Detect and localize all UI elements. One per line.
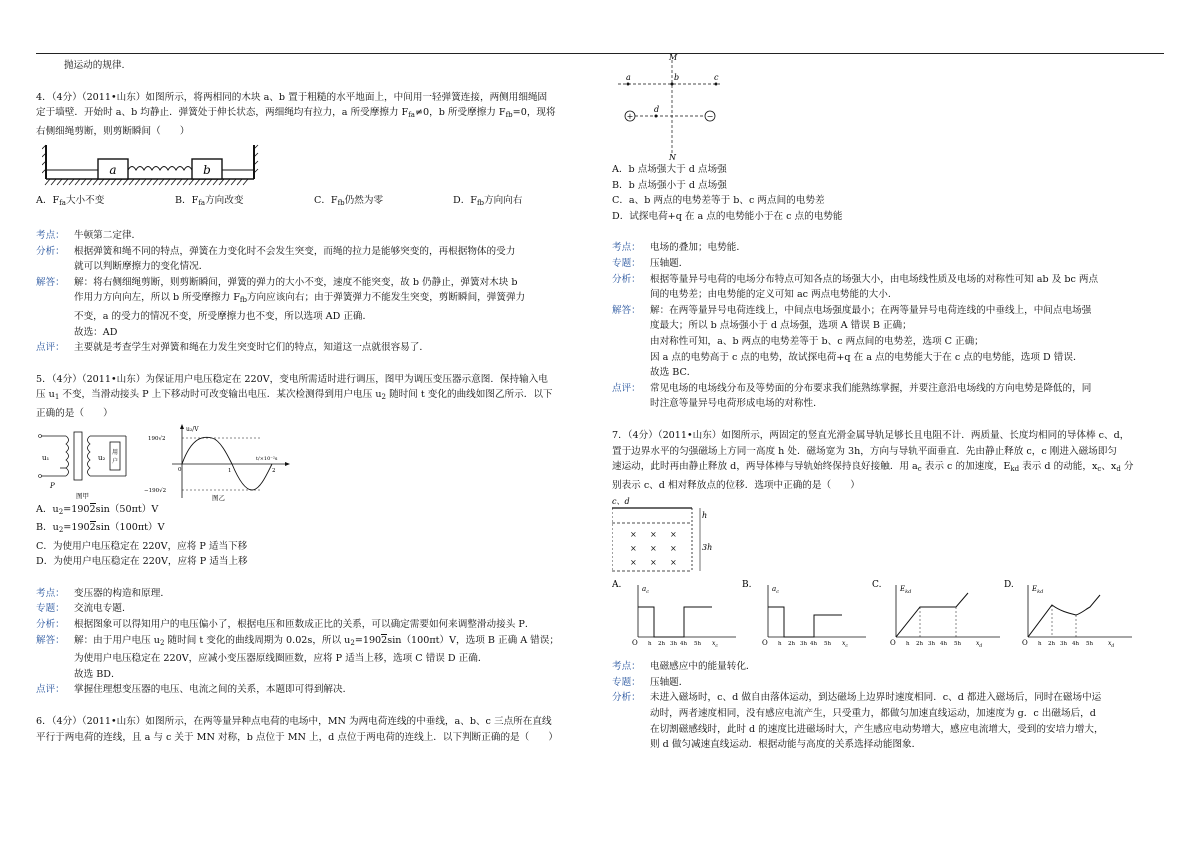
svg-text:Ekd: $E_{kd}$ xyxy=(900,585,912,596)
q4-option-b[interactable]: B．$F_{fa}$方向改变 xyxy=(175,195,244,208)
q6-fig-c: c xyxy=(714,73,719,82)
q6-option-d[interactable]: D．试探电荷+q 在 a 点的电势能小于在 c 点的电势能 xyxy=(612,210,843,222)
q4-spring xyxy=(128,167,192,171)
q6-label-zhuanti: 专题： xyxy=(612,257,641,269)
svg-text:×: × xyxy=(630,544,637,554)
q6-option-a[interactable]: A．b 点场强大于 d 点场强 xyxy=(612,164,727,175)
q4-kaodian: 牛顿第二定律． xyxy=(74,229,142,241)
q7-label-zhuanti: 专题： xyxy=(612,676,641,688)
svg-text:O: O xyxy=(632,639,638,648)
q4-jieda: 解：将右侧细绳剪断，则剪断瞬间，弹簧的弹力的大小不变，速度不能突变，故 b 仍静止，弹簧对木块 b 作用力方向向左，所以 b 所受摩擦力 $F_{fb}$方向应该向右；由于弹簧弹力不能发生突变，剪断瞬间，弹簧弹力 不变，a 的受力的情况不变，所受摩擦力也不变，所以选项 AD 正确． 故选：AD xyxy=(74,276,526,338)
q4-block-b-label: b xyxy=(203,163,211,178)
svg-text:2h: 2h xyxy=(1048,641,1056,648)
q4-stem-line1: 4．（4分）（2011•山东）如图所示，将两相同的木块 a、b 置于粗糙的水平地面上，中间用一轻弹簧连接，两侧用细绳固 xyxy=(36,91,548,103)
q7-graph-a[interactable] xyxy=(612,579,742,651)
q4-spring-block-figure xyxy=(42,143,272,191)
svg-text:×: × xyxy=(650,530,657,540)
svg-text:xd: $x_d$ xyxy=(976,640,983,650)
q6-label-dianping: 点评： xyxy=(612,382,641,394)
question-7 xyxy=(612,428,1164,753)
svg-text:3h: 3h xyxy=(1060,641,1068,648)
q7-label-fenxi: 分析： xyxy=(612,692,641,704)
svg-text:4h: 4h xyxy=(1072,641,1080,648)
svg-text:2h: 2h xyxy=(788,641,796,648)
svg-text:4h: 4h xyxy=(810,641,818,648)
q7-magnetic-field-figure xyxy=(612,495,722,575)
q5-fig-origin: 0 xyxy=(178,466,182,473)
q6-label-jieda: 解答： xyxy=(612,304,641,316)
q6-charges-figure xyxy=(616,54,726,160)
svg-text:×: × xyxy=(650,544,657,554)
q7-label-kaodian: 考点： xyxy=(612,661,641,673)
svg-text:5h: 5h xyxy=(1086,641,1094,648)
q5-option-c[interactable]: C．为使用户电压稳定在 220V，应将 P 适当下移 xyxy=(36,540,248,552)
q5-fig-u2: u₂ xyxy=(98,453,106,462)
q6-jieda: 解：在两等量异号电荷连线上，中间点电场强度最小；在两等量异号电荷连线的中垂线上，中间点电场强 度最大；所以 b 点场强小于 d 点场强，选项 A 错误 B 正确； 由对称性可知，a、b 两点的电势差等于 b、c 两点间的电势差，选项 C 正确； 因 a 点的电势高于 c 点的电势，故试探电荷+q 在 a 点的电势能大于在 c 点的电势能，选项 D 错误． 故选 BC． xyxy=(650,304,1092,379)
svg-text:O: O xyxy=(890,639,896,648)
q5-label-fenxi: 分析： xyxy=(36,619,65,631)
svg-text:×: × xyxy=(630,530,637,540)
svg-text:×: × xyxy=(650,558,657,568)
q7-graph-b[interactable] xyxy=(742,579,872,651)
q5-fig-axis-t: t/×10⁻²s xyxy=(256,455,278,462)
left-column xyxy=(36,58,592,745)
svg-text:户: 户 xyxy=(111,457,119,465)
q5-option-b[interactable]: B．$u_2=1902\sin(100\pi t)V$ xyxy=(36,522,165,535)
q4-label-fenxi: 分析： xyxy=(36,245,65,257)
q4-option-a[interactable]: A．$F_{fa}$大小不变 xyxy=(36,195,105,208)
q6-fig-a: a xyxy=(626,73,631,82)
q5-stem-line1: 5．（4分）（2011•山东）为保证用户电压稳定在 220V，变电所需适时进行调压，图甲为调压变压器示意图．保持输入电 xyxy=(36,373,548,385)
svg-text:5h: 5h xyxy=(824,641,832,648)
svg-text:2h: 2h xyxy=(916,641,924,648)
q7-zhuanti: 压轴题． xyxy=(650,676,689,688)
svg-text:×: × xyxy=(670,544,677,554)
q5-figures xyxy=(36,424,592,502)
q5-stem-line3: 正确的是（ ） xyxy=(36,407,113,419)
q4-block-a-label: a xyxy=(109,163,117,178)
q7-stem-line1: 7．（4分）（2011•山东）如图所示，两固定的竖直光滑金属导轨足够长且电阻不计．两质量、长度均相同的导体棒 c、d， xyxy=(612,429,1130,441)
q7-graph-d-label: D. xyxy=(1004,580,1014,591)
svg-text:4h: 4h xyxy=(940,641,948,648)
q4-option-d[interactable]: D．$F_{fb}$方向向右 xyxy=(453,195,523,208)
q4-fenxi: 根据弹簧和绳不同的特点，弹簧在力变化时不会发生突变，而绳的拉力是能够突变的，再根据物体的受力 就可以判断摩擦力的变化情况． xyxy=(74,245,516,273)
svg-text:O: O xyxy=(1022,639,1028,648)
q7-field-crosses xyxy=(630,530,677,567)
q5-zhuanti: 交流电专题． xyxy=(74,603,132,615)
q6-kaodian: 电场的叠加；电势能． xyxy=(650,242,746,254)
svg-text:2h: 2h xyxy=(658,641,666,648)
q4-label-jieda: 解答： xyxy=(36,276,65,288)
svg-text:×: × xyxy=(670,558,677,568)
q5-option-a[interactable]: A．$u_2=1902\sin(50\pi t)V$ xyxy=(36,503,159,516)
q7-graph-c[interactable] xyxy=(872,579,1004,651)
q4-stem-line3: 右侧细绳剪断，则剪断瞬间（ ） xyxy=(36,125,190,137)
svg-text:ac: $a_c$ xyxy=(772,585,779,596)
q4-label-dianping: 点评： xyxy=(36,342,65,354)
q6-label-kaodian: 考点： xyxy=(612,242,641,254)
svg-text:h: h xyxy=(648,641,652,648)
header-rule xyxy=(36,53,1164,54)
q5-waveform-figure xyxy=(142,424,292,502)
q4-label-kaodian: 考点： xyxy=(36,229,65,241)
svg-text:−: − xyxy=(706,112,714,121)
q6-label-fenxi: 分析： xyxy=(612,273,641,285)
q6-fig-m: M xyxy=(669,54,678,62)
svg-text:3h: 3h xyxy=(670,641,678,648)
q5-stem-line2: 压 $u_1$ 不变，当滑动接头 P 上下移动时可改变输出电压．某次检测得到用户电压 $u_2$ 随时间 t 变化的曲线如图乙所示．以下 xyxy=(36,389,553,402)
svg-text:xc: $x_c$ xyxy=(842,640,848,650)
svg-text:xc: $x_c$ xyxy=(712,640,718,650)
q5-label-jieda: 解答： xyxy=(36,634,65,646)
svg-text:h: h xyxy=(778,641,782,648)
prev-answer-tail: 抛运动的规律. xyxy=(64,60,125,71)
svg-text:ac: $a_c$ xyxy=(642,585,649,596)
q5-fig-user: 用 xyxy=(111,448,119,456)
q5-fig-p: P xyxy=(50,481,55,490)
q4-dianping: 主要就是考查学生对弹簧和绳在力发生突变时它们的特点，知道这一点就很容易了． xyxy=(74,342,429,354)
q6-stem-line2: 平行于两电荷的连线，且 a 与 c 关于 MN 对称，b 点位于 MN 上，d 点位于两电荷的连线上．以下判断正确的是（ ） xyxy=(36,731,559,743)
question-5 xyxy=(36,372,592,698)
svg-text:4h: 4h xyxy=(680,641,688,648)
q5-fig-u1: u₁ xyxy=(42,453,50,462)
q5-dianping: 掌握住理想变压器的电压、电流之间的关系，本题即可得到解决． xyxy=(74,684,353,696)
q6-fig-n: N xyxy=(669,153,676,160)
q6-option-b[interactable]: B．b 点场强小于 d 点场强 xyxy=(612,179,727,191)
q4-options xyxy=(36,193,592,212)
svg-text:3h: 3h xyxy=(928,641,936,648)
q5-jieda: 解：由于用户电压 $u_2$ 随时间 t 变化的曲线周期为 0.02s，所以 $u_2=1902\sin(100\pi t)V$，选项 B 正确 A 错误； 为使用户电压稳定在 220V，应减小变压器原线圈匝数，应将 P 适当上移，选项 C 错误 D 正确． 故选 BD． xyxy=(74,634,559,680)
q5-fig-axis-u: u₂/V xyxy=(186,425,199,433)
q7-fig-3h: 3h xyxy=(702,543,713,553)
svg-text:xd: $x_d$ xyxy=(1108,640,1115,650)
q5-fig-t2: 2 xyxy=(272,467,276,474)
svg-text:h: h xyxy=(906,641,910,648)
question-6-stem xyxy=(36,714,592,745)
q7-stem-line3: 速运动，此时再由静止释放 d，两导体棒与导轨始终保持良好接触．用 $a_c$ 表示 c 的加速度，$E_{kd}$ 表示 d 的动能，$x_c$、$x_d$ 分 xyxy=(612,461,1134,474)
q5-transformer-figure xyxy=(36,424,136,502)
svg-text:5h: 5h xyxy=(694,641,702,648)
svg-text:O: O xyxy=(762,639,768,648)
q5-fig-jia-caption: 图甲 xyxy=(76,491,89,500)
q4-stem-line2: 定于墙壁．开始时 a、b 均静止．弹簧处于伸长状态，两细绳均有拉力，a 所受摩擦力 $F_{fa}\ne 0$，b 所受摩擦力 $F_{fb}=0$，现将 xyxy=(36,107,556,120)
svg-text:Ekd: $E_{kd}$ xyxy=(1032,585,1044,596)
q5-label-kaodian: 考点： xyxy=(36,587,65,599)
q7-kaodian: 电磁感应中的能量转化． xyxy=(650,661,756,673)
q4-option-c[interactable]: C．$F_{fb}$仍然为零 xyxy=(314,195,384,208)
q5-fenxi: 根据图象可以得知用户的电压偏小了，根据电压和匝数成正比的关系，可以确定需要如何来调整滑动接头 P． xyxy=(74,619,535,631)
q7-graph-c-label: C. xyxy=(872,580,882,591)
q5-fig-t1: 1 xyxy=(228,467,232,474)
q7-graph-b-label: B. xyxy=(742,580,752,591)
q5-fig-peak-neg: −190√2 xyxy=(144,487,167,494)
q7-graph-d[interactable] xyxy=(1004,579,1136,651)
q6-zhuanti: 压轴题． xyxy=(650,257,689,269)
q5-option-d[interactable]: D．为使用户电压稳定在 220V，应将 P 适当上移 xyxy=(36,556,248,568)
q7-fig-h: h xyxy=(702,511,708,521)
q5-label-zhuanti: 专题： xyxy=(36,603,65,615)
q6-dianping: 常见电场的电场线分布及等势面的分布要求我们能熟练掌握，并要注意沿电场线的方向电势是降低的，同 时注意等量异号电荷形成电场的对称性． xyxy=(650,382,1092,410)
q7-stem-line2: 置于边界水平的匀强磁场上方同一高度 h 处．磁场宽为 3h，方向与导轨平面垂直．先由静止释放 c，c 刚进入磁场即匀 xyxy=(612,445,1117,457)
svg-text:h: h xyxy=(1038,641,1042,648)
q6-option-c[interactable]: C．a、b 两点的电势差等于 b、c 两点间的电势差 xyxy=(612,195,825,207)
question-4 xyxy=(36,90,592,356)
q7-graph-a-label: A. xyxy=(612,580,622,591)
q7-fenxi: 未进入磁场时，c、d 做自由落体运动，到达磁场上边界时速度相同．c、d 都进入磁场后，同时在磁场中运 动时，两者速度相同，没有感应电流产生，只受重力，都做匀加速直线运动，加速度为 g．c 出磁场后，d 在切割磁感线时，此时 d 的速度比进磁场时大，产生感应电动势增大，感应电流增大，受到的安培力增大， 则 d 做匀减速直线运动．根据动能与高度的关系选择动能图象． xyxy=(650,692,1104,751)
q7-fig-cd: c、d xyxy=(612,497,630,507)
q6-fig-d: d xyxy=(654,105,660,114)
svg-text:×: × xyxy=(670,530,677,540)
q5-fig-yi-caption: 图乙 xyxy=(212,493,225,502)
q7-option-graphs xyxy=(612,579,1164,651)
q7-stem-line4: 别表示 c、d 相对释放点的位移．选项中正确的是（ ） xyxy=(612,479,860,491)
q5-fig-peak-pos: 190√2 xyxy=(148,435,166,442)
q6-fenxi: 根据等量异号电荷的电场分布特点可知各点的场强大小，由电场线性质及电场的对称性可知 ab 及 bc 两点 间的电势差；由电势能的定义可知 ac 两点电势能的大小． xyxy=(650,273,1099,301)
svg-text:×: × xyxy=(630,558,637,568)
q5-label-dianping: 点评： xyxy=(36,684,65,696)
svg-text:5h: 5h xyxy=(954,641,962,648)
svg-text:3h: 3h xyxy=(800,641,808,648)
q6-stem-line1: 6．（4分）（2011•山东）如图所示，在两等量异种点电荷的电场中，MN 为两电荷连线的中垂线，a、b、c 三点所在直线 xyxy=(36,716,552,728)
svg-text:+: + xyxy=(626,112,634,121)
q6-fig-b: b xyxy=(674,73,680,82)
right-column xyxy=(612,54,1164,753)
q5-kaodian: 变压器的构造和原理． xyxy=(74,587,170,599)
